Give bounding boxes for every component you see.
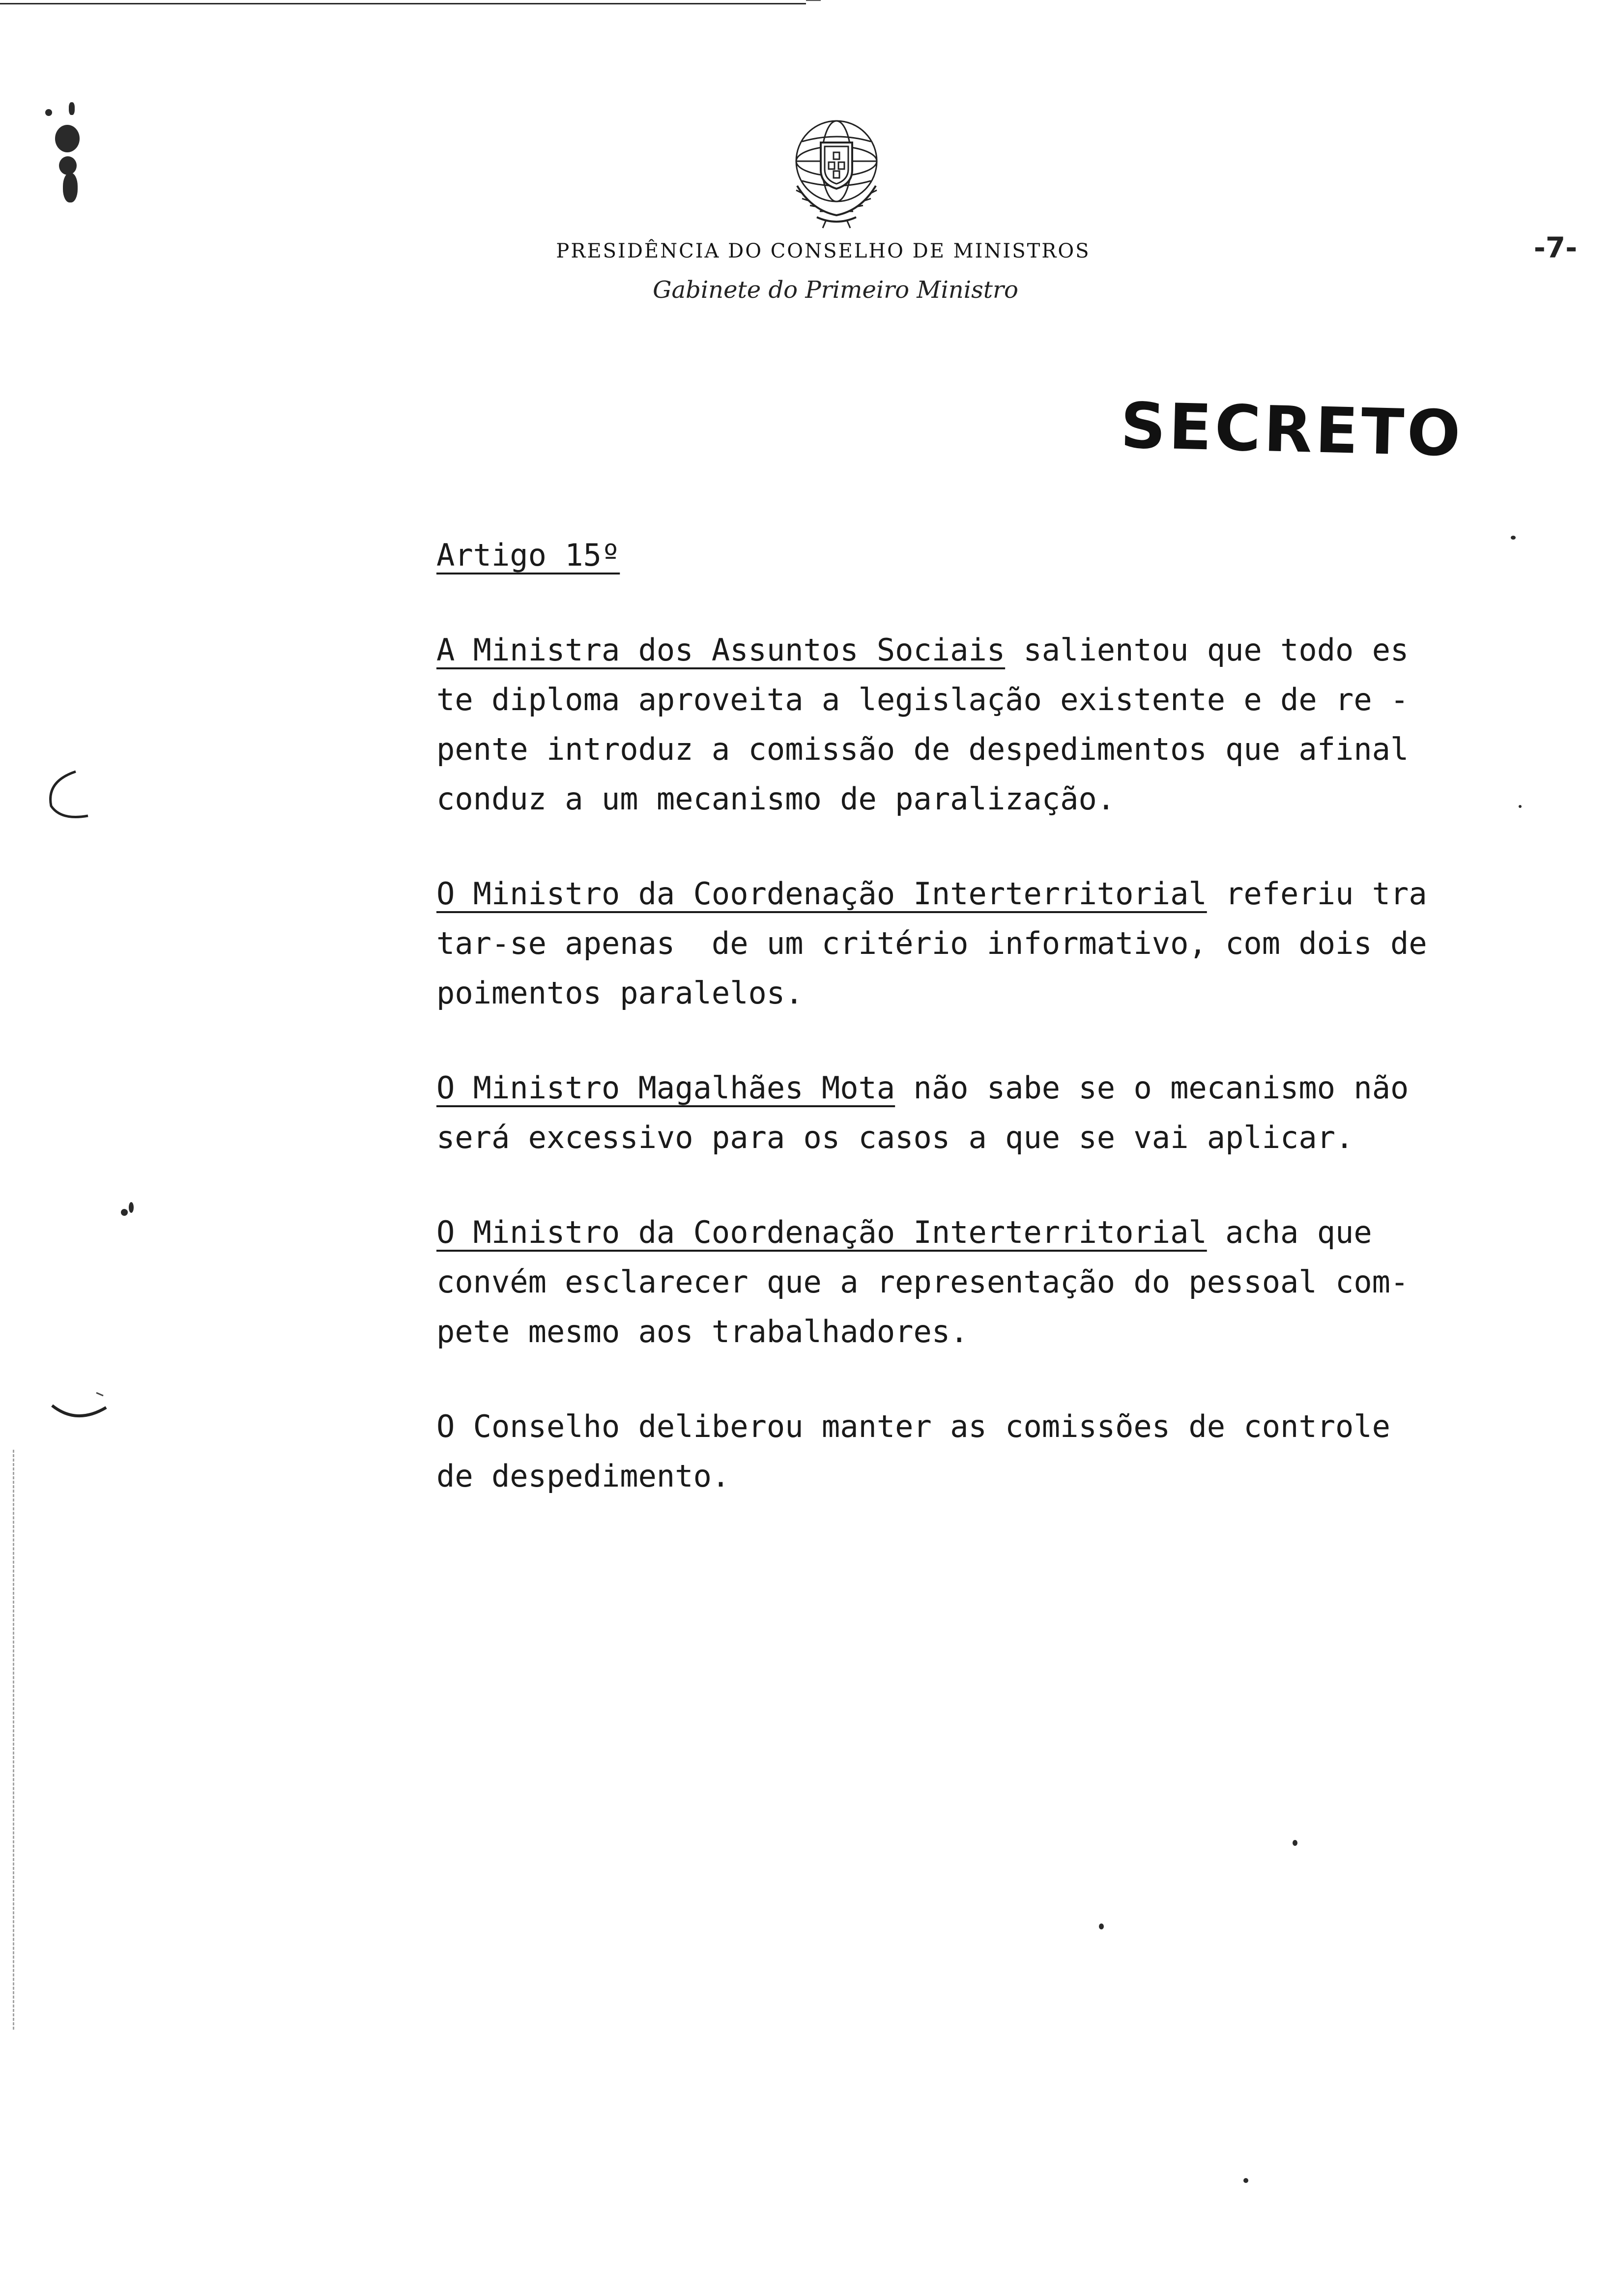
text-line [436, 1113, 1518, 1162]
text-line [436, 869, 1518, 918]
line-text: referiu tra [1207, 876, 1427, 912]
paragraph [436, 1207, 1518, 1356]
article-heading [436, 531, 1518, 581]
paragraph [436, 1402, 1518, 1501]
classification-stamp: SECRETO [1120, 389, 1465, 471]
line-text: tar-se apenas de um critério informativo, com dois de [436, 925, 1427, 961]
scan-speck [121, 1209, 128, 1216]
portuguese-coat-of-arms-icon [782, 112, 891, 230]
punch-hole-mark [59, 156, 77, 175]
paragraph [436, 1063, 1518, 1162]
line-text: te diploma aproveita a legislação existente e de re - [436, 682, 1409, 718]
paragraph [436, 625, 1518, 824]
scan-speck [1511, 536, 1516, 540]
top-border-line-fragment [806, 0, 821, 1]
text-line [436, 1207, 1518, 1257]
line-text: pete mesmo aos trabalhadores. [436, 1314, 969, 1349]
top-border-line [0, 3, 806, 4]
margin-curve-mark [47, 1386, 111, 1425]
speaker-name: O Ministro da Coordenação Interterritorial [436, 876, 1207, 912]
line-text: conduz a um mecanismo de paralização. [436, 781, 1116, 817]
line-text: salientou que todo es [1005, 632, 1409, 668]
line-text: pente introduz a comissão de despedimentos que afinal [436, 731, 1409, 767]
scan-speck [129, 1202, 134, 1213]
line-text: poimentos paralelos. [436, 975, 804, 1011]
speaker-name: O Ministro Magalhães Mota [436, 1070, 895, 1106]
organization-name: PRESIDÊNCIA DO CONSELHO DE MINISTROS [556, 240, 1091, 262]
text-line [436, 968, 1518, 1018]
line-text: acha que [1207, 1214, 1372, 1250]
text-line [436, 724, 1518, 774]
document-body [436, 531, 1518, 1546]
text-line [436, 1307, 1518, 1356]
scan-speck [1243, 2178, 1248, 2183]
scan-speck [1099, 1923, 1104, 1929]
text-line [436, 1451, 1518, 1501]
text-line [436, 1063, 1518, 1113]
punch-hole-mark [55, 125, 80, 152]
article-heading-text: Artigo 15º [436, 537, 620, 573]
line-text: O Conselho deliberou manter as comissões de controle [436, 1408, 1391, 1444]
line-text: não sabe se o mecanismo não [895, 1070, 1409, 1106]
paragraph [436, 869, 1518, 1018]
scan-speck [1293, 1840, 1297, 1846]
text-line [436, 918, 1518, 968]
line-text: de despedimento. [436, 1458, 730, 1494]
text-line [436, 774, 1518, 824]
speaker-name: O Ministro da Coordenação Interterritorial [436, 1214, 1207, 1250]
punch-hole-mark [63, 173, 78, 202]
scan-speck [69, 102, 75, 115]
scan-speck [45, 109, 52, 116]
line-text: será excessivo para os casos a que se vai aplicar. [436, 1119, 1354, 1155]
text-line [436, 1257, 1518, 1307]
speaker-name: A Ministra dos Assuntos Sociais [436, 632, 1006, 668]
line-text: convém esclarecer que a representação do pessoal com- [436, 1264, 1409, 1300]
page-number: -7- [1533, 231, 1578, 264]
text-line [436, 625, 1518, 675]
organization-subtitle: Gabinete do Primeiro Ministro [653, 276, 1018, 304]
scan-speck [1519, 805, 1522, 808]
margin-curve-mark [41, 767, 100, 826]
text-line [436, 1402, 1518, 1451]
page-edge-shadow [13, 1450, 16, 2030]
paragraph-list [436, 625, 1518, 1501]
text-line [436, 675, 1518, 724]
